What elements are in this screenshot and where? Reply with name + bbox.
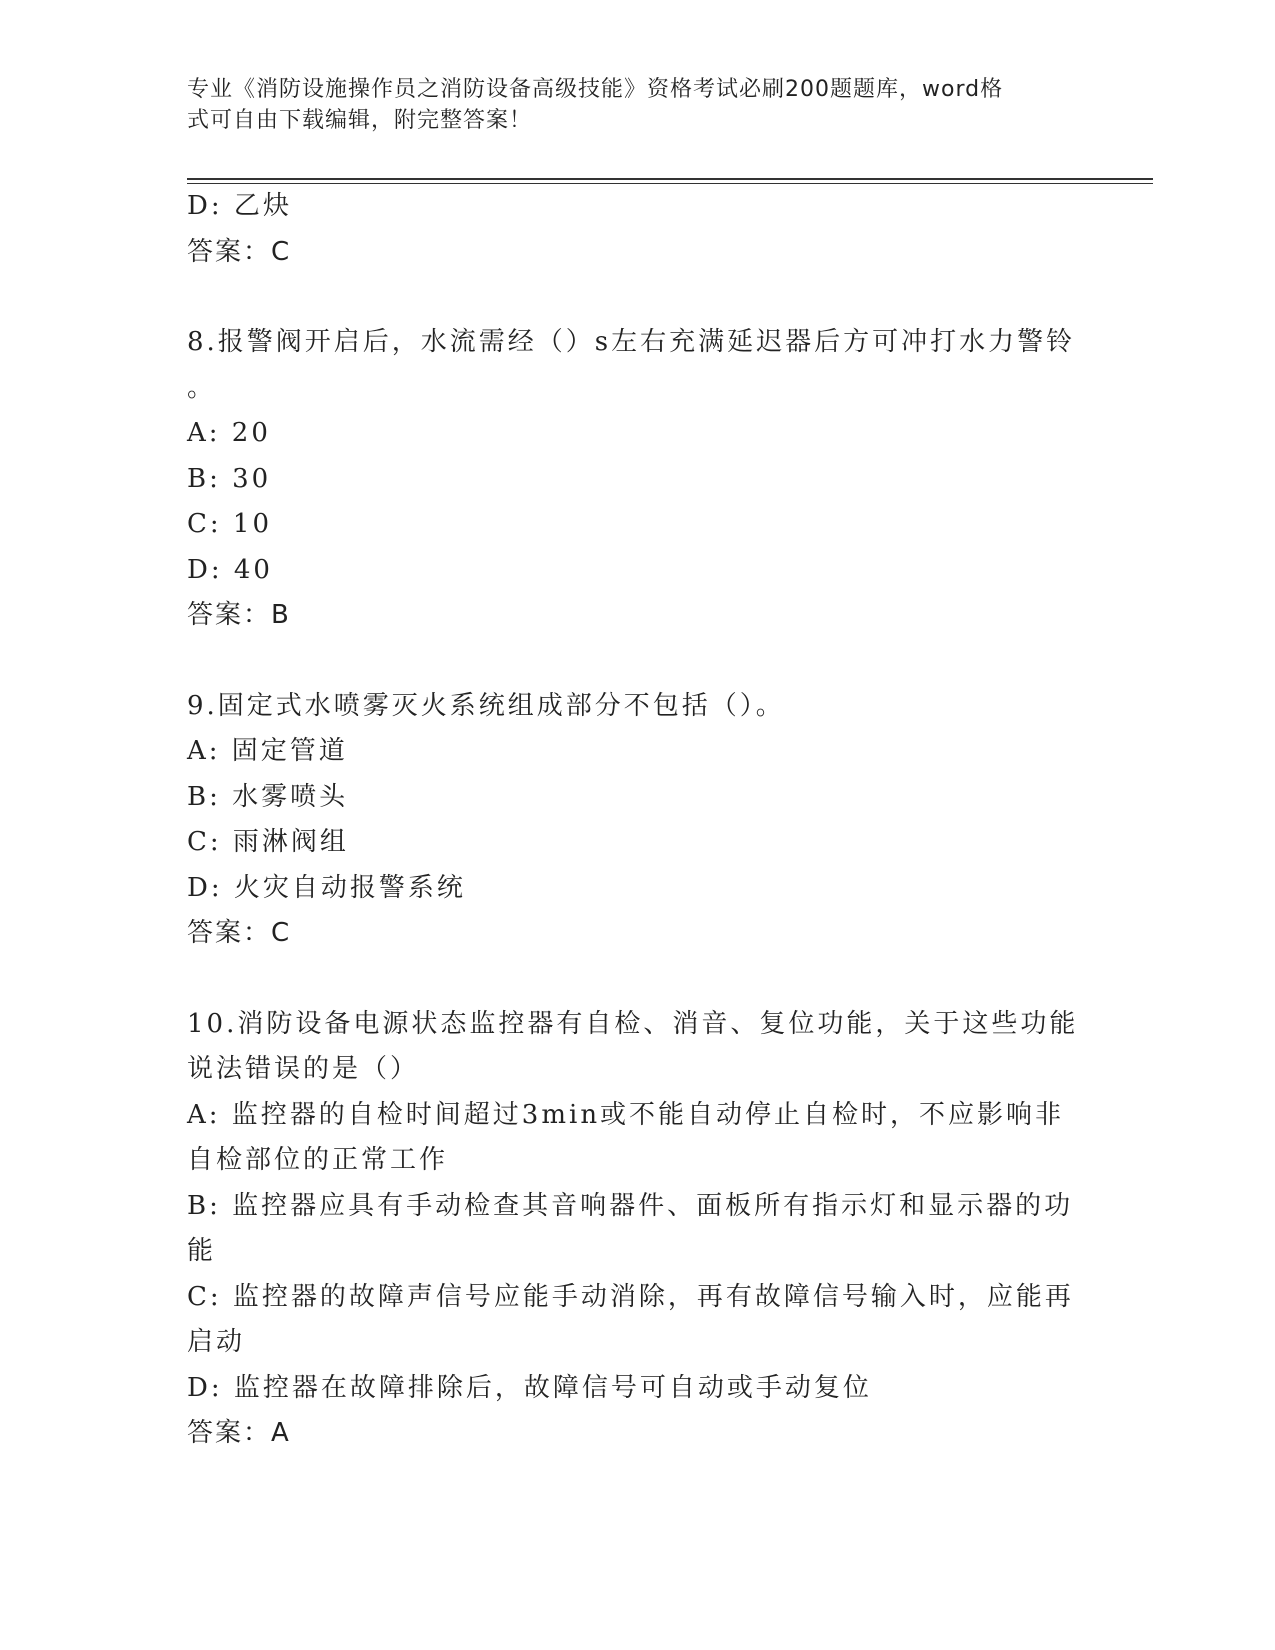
- q9-stem: 9.固定式水喷雾灭火系统组成部分不包括（）。: [187, 690, 785, 721]
- q7-answer: 答案：C: [187, 236, 292, 267]
- q8-stem-line-2: 。: [187, 372, 217, 403]
- q10-stem-line-2: 说法错误的是（）: [187, 1054, 420, 1084]
- q9-option-c: C: 雨淋阀组: [187, 827, 349, 857]
- q9-option-b: B: 水雾喷头: [187, 781, 349, 812]
- q10-option-d: D: 监控器在故障排除后，故障信号可自动或手动复位: [187, 1372, 872, 1403]
- q7-option-d: D: 乙炔: [187, 191, 292, 221]
- q10-stem-line-1: 10.消防设备电源状态监控器有自检、消音、复位功能，关于这些功能: [187, 1008, 1079, 1039]
- header-divider-thick: [187, 178, 1153, 180]
- q9-option-d: D: 火灾自动报警系统: [187, 872, 466, 903]
- q9-answer: 答案：C: [187, 918, 292, 948]
- question-spacer: [187, 645, 1087, 690]
- q10-option-a-line-2: 自检部位的正常工作: [187, 1145, 449, 1175]
- q10-option-b-line-1: B: 监控器应具有手动检查其音响器件、面板所有指示灯和显示器的功: [187, 1190, 1074, 1221]
- question-list: [187, 190, 1087, 1463]
- q9-option-a: A: 固定管道: [187, 736, 348, 766]
- q8-answer: 答案：B: [187, 600, 291, 630]
- document-header: [187, 74, 1067, 136]
- q8-option-a: A: 20: [187, 418, 271, 448]
- header-divider-thin: [187, 183, 1153, 184]
- q10-option-c-line-2: 启动: [187, 1327, 246, 1357]
- header-title-line-1: 专业《消防设施操作员之消防设备高级技能》资格考试必刷200题题库，word格: [187, 77, 1004, 102]
- q8-option-c: C: 10: [187, 509, 273, 539]
- q10-option-c-line-1: C: 监控器的故障声信号应能手动消除，再有故障信号输入时，应能再: [187, 1281, 1074, 1312]
- q10-option-b-line-2: 能: [187, 1236, 217, 1266]
- q8-stem-line-1: 8.报警阀开启后，水流需经（）s左右充满延迟器后方可冲打水力警铃: [187, 327, 1076, 357]
- question-spacer: [187, 281, 1087, 326]
- q8-option-d: D: 40: [187, 554, 273, 585]
- question-spacer: [187, 963, 1087, 1008]
- q8-option-b: B: 30: [187, 463, 272, 494]
- q10-option-a-line-1: A: 监控器的自检时间超过3min或不能自动停止自检时，不应影响非: [187, 1099, 1065, 1130]
- header-title-line-2: 式可自由下载编辑，附完整答案！: [187, 108, 533, 133]
- q10-answer: 答案：A: [187, 1418, 291, 1448]
